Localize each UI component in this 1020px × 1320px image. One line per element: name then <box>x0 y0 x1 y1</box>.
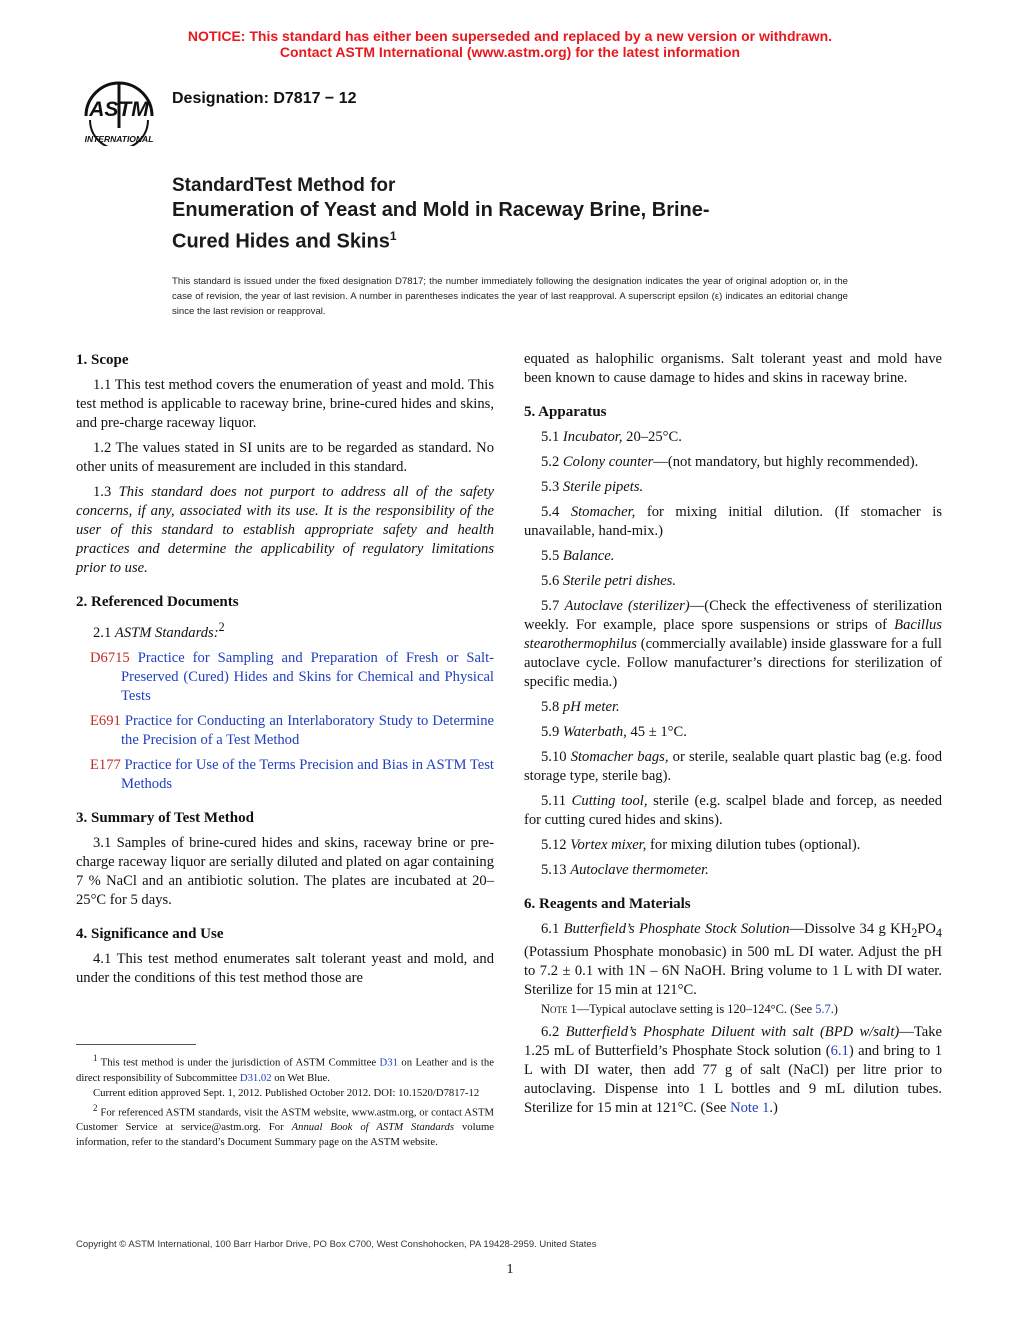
apparatus-5-7: 5.7 Autoclave (sterilizer)—(Check the effectiveness of sterilization weekly. For example, place spore suspensions or strips of Bacillus stearothermophilus (commercially available) inside glassware for a full autoclave cycle. Follow manufacturer’s directions for sterilization of specific media.) <box>524 598 942 690</box>
apparatus-5-5: 5.5 Balance. <box>541 548 615 564</box>
note-1: Note 1—Typical autoclave setting is 120–124°C. (See 5.7.) <box>541 1001 838 1016</box>
copyright-line: Copyright © ASTM International, 100 Barr Harbor Drive, PO Box C700, West Conshohocken, PA 19428-2959. United States <box>76 1239 597 1250</box>
apparatus-5-1: 5.1 Incubator, 20–25°C. <box>541 429 682 445</box>
title-line-1: StandardTest Method for <box>172 175 396 196</box>
left-column <box>76 350 494 994</box>
para-6-2: 6.2 Butterfield’s Phosphate Diluent with salt (BPD w/salt)—Take 1.25 mL of Butterfield’s Phosphate Stock solution (6.1) and bring to 1 L with DI water, then add 77 g of salt (NaCl) per litre prior to autoclaving. Dispense into 1 L bottles and 9 mL dilution tubes. Sterilize for 15 min at 121°C. (See Note 1.) <box>524 1023 942 1116</box>
section-6-heading: 6. Reagents and Materials <box>524 896 691 912</box>
apparatus-5-11: 5.11 Cutting tool, sterile (e.g. scalpel blade and forcep, as needed for cutting cured hides and skins). <box>524 793 942 828</box>
apparatus-5-12: 5.12 Vortex mixer, for mixing dilution tubes (optional). <box>541 837 861 853</box>
footnote-1: $^1$ This test method is under the jurisdiction of ASTM Committee D31 on Leather and is the direct responsibility of Subcommittee D31.02 on Wet Blue. <box>76 1053 494 1084</box>
footnote-2: $^2$ For referenced ASTM standards, visit the ASTM website, www.astm.org, or contact ASTM Customer Service at service@astm.org. For Annual Book of ASTM Standards volume information, refer to the standard’s Document Summary page on the ASTM website. <box>76 1102 495 1149</box>
document-title <box>172 175 710 255</box>
apparatus-5-4: 5.4 Stomacher, for mixing initial dilution. (If stomacher is unavailable, hand-mix.) <box>524 504 943 539</box>
section-3-heading: 3. Summary of Test Method <box>76 809 254 826</box>
right-column <box>524 350 942 1124</box>
footnote-1-edition: Current edition approved Sept. 1, 2012. Published October 2012. DOI: 10.1520/D7817-12 <box>93 1086 480 1099</box>
para-1-3: 1.3 This standard does not purport to address all of the safety concerns, if any, associated with its use. It is the responsibility of the user of this standard to establish appropriate safety and health practices and determine the applicability of regulatory limitations prior to use. <box>76 484 494 576</box>
apparatus-5-8: 5.8 pH meter. <box>541 699 620 715</box>
notice-line-1: NOTICE: This standard has either been superseded and replaced by a new version or withdrawn. <box>187 28 833 44</box>
section-2-heading: 2. Referenced Documents <box>76 594 239 610</box>
footnote-divider <box>76 1044 196 1045</box>
logo-wordmark: ASTM <box>89 98 149 121</box>
astm-logo <box>76 76 162 146</box>
apparatus-5-3: 5.3 Sterile pipets. <box>541 479 644 495</box>
apparatus-5-13: 5.13 Autoclave thermometer. <box>541 862 709 878</box>
para-1-2: 1.2 The values stated in SI units are to be regarded as standard. No other units of measurement are included in this standard. <box>76 440 494 475</box>
reference-d6715[interactable]: D6715 Practice for Sampling and Preparation of Fresh or Salt-Preserved (Cured) Hides and Skins for Chemical and Physical Tests <box>90 649 494 704</box>
link-6-1[interactable]: 6.1 <box>830 1042 849 1059</box>
apparatus-5-9: 5.9 Waterbath, 45 ± 1°C. <box>541 724 687 740</box>
link-note-1[interactable]: Note 1 <box>730 1099 770 1116</box>
para-2-1: 2.1 ASTM Standards:$^2$ <box>93 620 225 641</box>
title-line-3: Cured Hides and Skins$^1$ <box>172 229 397 253</box>
page-number: 1 <box>506 1262 514 1277</box>
apparatus-5-2: 5.2 Colony counter—(not mandatory, but highly recommended). <box>541 454 919 470</box>
section-1-heading: 1. Scope <box>76 352 129 368</box>
para-6-1: 6.1 Butterfield’s Phosphate Stock Solution—Dissolve 34 g $KH_2PO_4$ (Potassium Phosphate monobasic) in 500 mL DI water. Adjust the pH to 7.2 ± 0.1 with 1N – 6N NaOH. Bring volume to 1 L with DI water. Sterilize for 15 min at 121°C. <box>524 921 942 998</box>
title-footnote-ref[interactable]: 1 <box>389 229 397 243</box>
para-4-1-continued: equated as halophilic organisms. Salt tolerant yeast and mold have been known to cause damage to hides and skins in raceway brine. <box>524 351 942 386</box>
reference-e177[interactable]: E177 Practice for Use of the Terms Precision and Bias in ASTM Test Methods <box>90 756 494 792</box>
note-1-link-5-7[interactable]: 5.7 <box>815 1001 831 1016</box>
section-4-heading: 4. Significance and Use <box>76 925 224 942</box>
apparatus-5-10: 5.10 Stomacher bags, or sterile, sealable quart plastic bag (e.g. food storage type, sterile bag). <box>524 749 942 784</box>
logo-subtext: INTERNATIONAL <box>84 134 154 144</box>
apparatus-5-6: 5.6 Sterile petri dishes. <box>541 573 676 589</box>
footnotes <box>76 1051 494 1150</box>
withdrawn-notice <box>0 28 1020 60</box>
title-line-2: Enumeration of Yeast and Mold in Raceway Brine, Brine- <box>172 199 710 221</box>
notice-line-2: Contact ASTM International (www.astm.org) for the latest information <box>279 44 741 60</box>
designation: Designation: D7817 − 12 <box>172 90 357 107</box>
link-d31-02[interactable]: D31.02 <box>239 1071 272 1084</box>
para-1-1: 1.1 This test method covers the enumeration of yeast and mold. This test method is applicable to raceway brine, brine-cured hides and skins, and pre-charge raceway liquor. <box>76 377 494 431</box>
section-5-heading: 5. Apparatus <box>524 404 607 420</box>
para-4-1: 4.1 This test method enumerates salt tolerant yeast and mold, and under the conditions of this test method those are <box>76 950 494 986</box>
issue-statement: This standard is issued under the fixed designation D7817; the number immediately following the designation indicates the year of original adoption or, in the case of revision, the year of last revision. A number in parentheses indicates the year of last reapproval. A superscript epsilon (ε) indicates an editorial change since the last revision or reapproval. <box>172 276 848 317</box>
para-3-1: 3.1 Samples of brine-cured hides and skins, raceway brine or pre-charge raceway liquor are serially diluted and plated on agar containing 7 % NaCl and an antibiotic solution. The plates are incubated at 20–25°C for 5 days. <box>76 834 494 908</box>
reference-e691[interactable]: E691 Practice for Conducting an Interlaboratory Study to Determine the Precision of a Test Method <box>90 712 495 748</box>
link-d31[interactable]: D31 <box>379 1056 398 1069</box>
